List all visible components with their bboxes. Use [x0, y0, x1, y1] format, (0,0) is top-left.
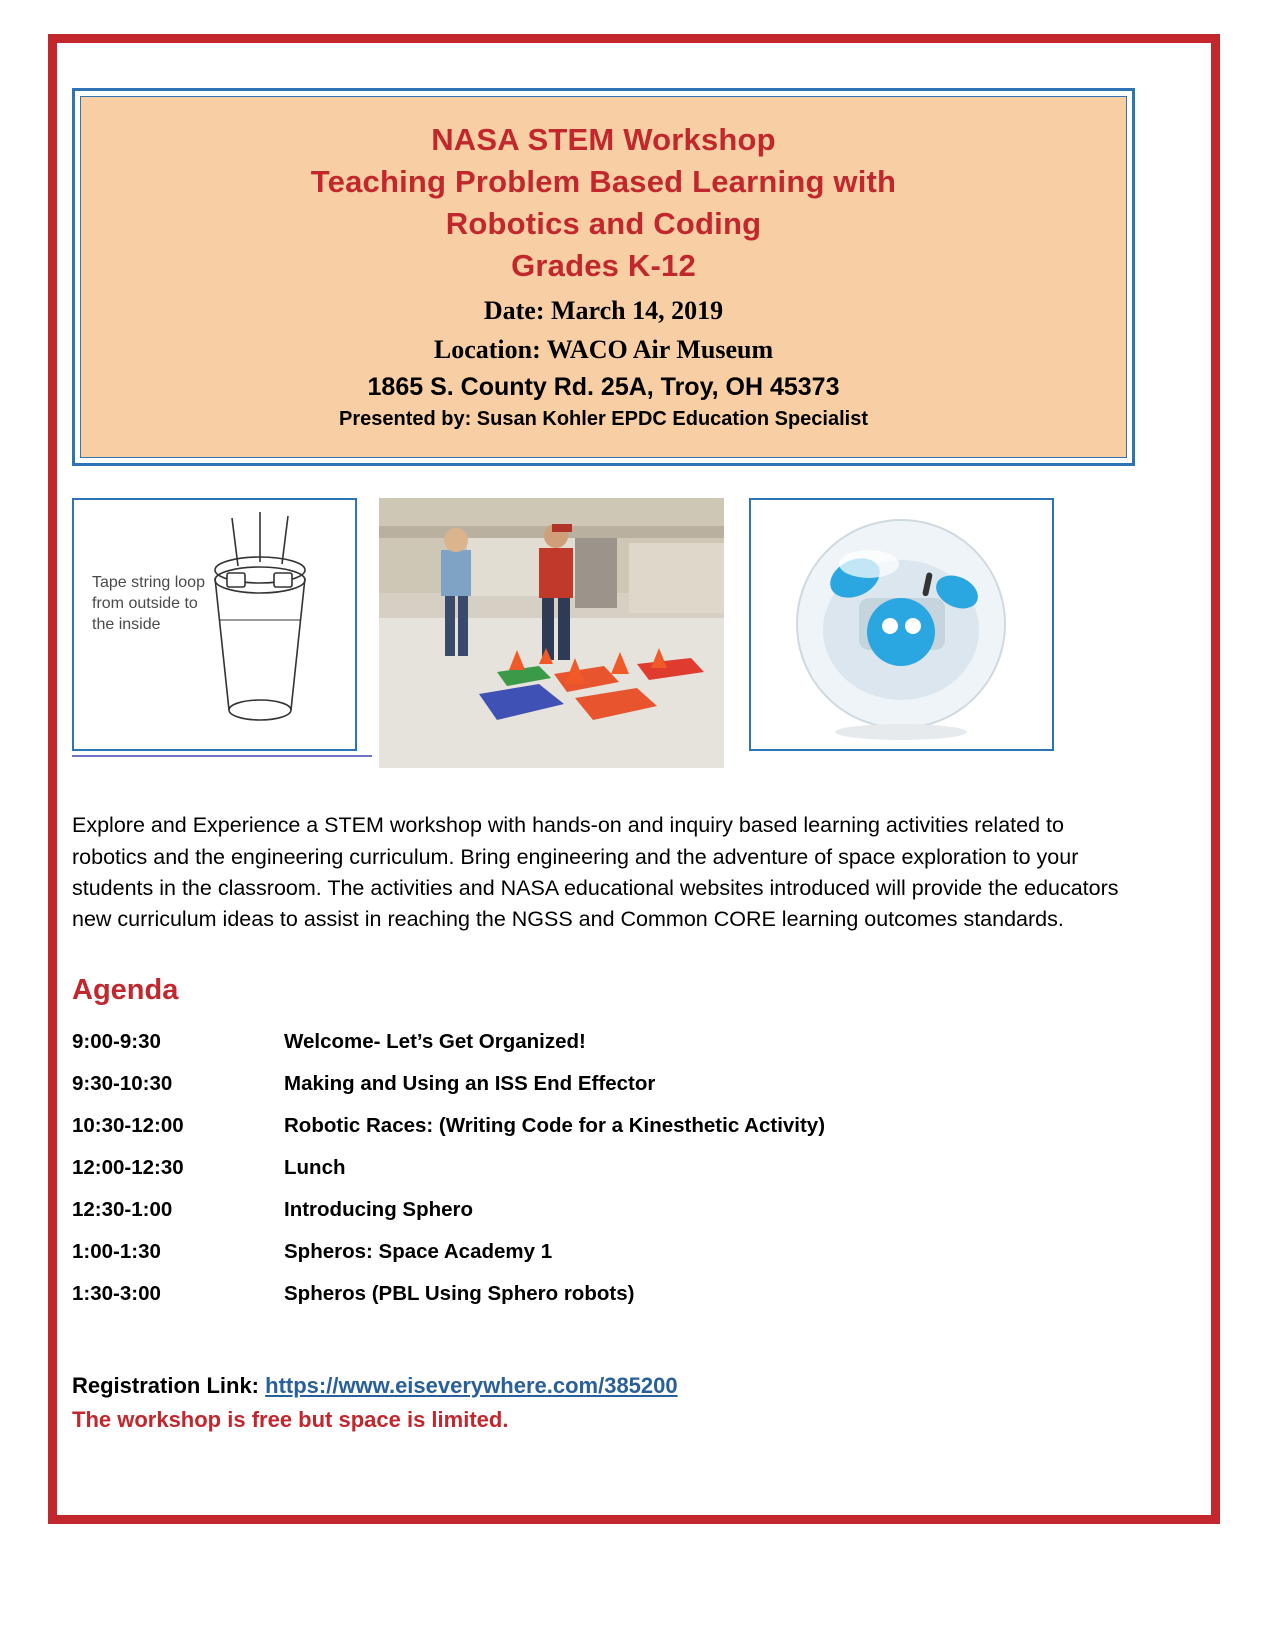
table-row	[72, 1063, 1072, 1105]
description-paragraph: Explore and Experience a STEM workshop with hands-on and inquiry based learning activities related to robotics and the engineering curriculum. Bring engineering and the adventure of space exploration to your students in the classroom. The activities and NASA educational websites introduced will provide the educators new curriculum ideas to assist in reaching the NGSS and Common CORE learning outcomes standards.	[72, 813, 1119, 932]
agenda-time: 1:00-1:30	[72, 1239, 161, 1263]
table-row	[72, 1231, 1072, 1273]
header-inner	[80, 96, 1127, 458]
sphero-robot-photo	[749, 498, 1054, 751]
registration-link[interactable]: https://www.eiseverywhere.com/385200	[265, 1372, 678, 1398]
event-date: Date: March 14, 2019	[483, 295, 724, 325]
registration-line	[72, 1373, 1152, 1399]
event-address: 1865 S. County Rd. 25A, Troy, OH 45373	[367, 373, 840, 402]
title-line-2: Teaching Problem Based Learning with	[310, 164, 897, 200]
flyer-content	[72, 88, 1152, 1433]
table-row	[72, 1105, 1072, 1147]
agenda-activity: Introducing Sphero	[284, 1197, 474, 1221]
agenda-time: 10:30-12:00	[72, 1113, 184, 1137]
agenda-time: 12:00-12:30	[72, 1155, 184, 1179]
table-row	[72, 1147, 1072, 1189]
event-presenter: Presented by: Susan Kohler EPDC Education Specialist	[338, 408, 869, 431]
sphero-ball-illustration	[751, 500, 1051, 748]
agenda-table	[72, 1021, 1072, 1315]
agenda-activity: Spheros: Space Academy 1	[284, 1239, 553, 1263]
table-row	[72, 1021, 1072, 1063]
hallway-activity-photo	[379, 498, 724, 768]
diagram-caption: Tape string loop from outside to the inside	[92, 574, 205, 634]
agenda-time: 9:30-10:30	[72, 1071, 173, 1095]
agenda-time: 1:30-3:00	[72, 1281, 161, 1305]
image-row	[72, 498, 1135, 768]
agenda-activity: Lunch	[284, 1155, 346, 1179]
title-line-3: Robotics and Coding	[445, 206, 762, 242]
table-row	[72, 1273, 1072, 1315]
agenda-activity: Making and Using an ISS End Effector	[284, 1071, 656, 1095]
end-effector-diagram	[72, 498, 357, 751]
diagram-underline	[72, 755, 372, 757]
agenda-activity: Robotic Races: (Writing Code for a Kinesthetic Activity)	[284, 1113, 826, 1137]
registration-note: The workshop is free but space is limited.	[72, 1406, 509, 1432]
agenda-time: 9:00-9:30	[72, 1029, 161, 1053]
title-line-4: Grades K-12	[511, 248, 696, 284]
photo-illustration-hallway	[379, 498, 724, 768]
event-location: Location: WACO Air Museum	[433, 335, 774, 365]
registration-label: Registration Link:	[72, 1372, 266, 1398]
table-row	[72, 1189, 1072, 1231]
agenda-time: 12:30-1:00	[72, 1197, 173, 1221]
header-box	[72, 88, 1135, 466]
title-line-1: NASA STEM Workshop	[431, 122, 776, 157]
bucket-drawing-icon	[202, 510, 352, 745]
agenda-heading: Agenda	[72, 973, 179, 1006]
agenda-activity: Welcome- Let’s Get Organized!	[284, 1029, 586, 1053]
agenda-activity: Spheros (PBL Using Sphero robots)	[284, 1281, 635, 1305]
